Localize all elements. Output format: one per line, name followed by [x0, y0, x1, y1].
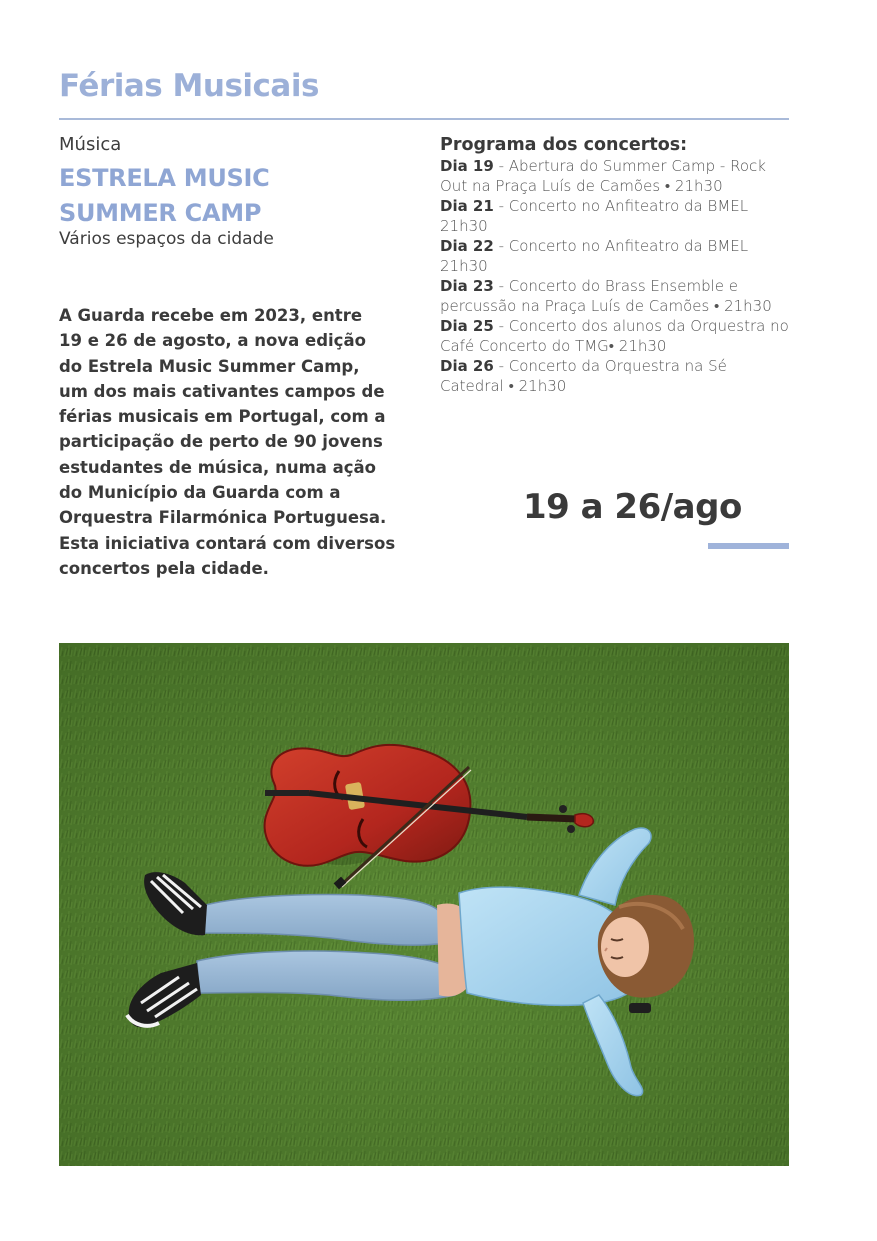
program-item-day: Dia 21: [440, 197, 494, 215]
program-item-text: - Concerto da Orquestra na Sé Catedral • 21h30: [440, 357, 727, 395]
program-item-day: Dia 22: [440, 237, 494, 255]
event-name: [59, 161, 389, 231]
program-item-text: - Abertura do Summer Camp - Rock Out na Praça Luís de Camões • 21h30: [440, 157, 766, 195]
description-line: um dos mais cativantes campos de: [59, 381, 385, 401]
event-name-line: SUMMER CAMP: [59, 199, 262, 227]
description-line: do Estrela Music Summer Camp,: [59, 356, 360, 376]
event-name-line: ESTRELA MUSIC: [59, 164, 270, 192]
event-photo: [59, 643, 789, 1166]
program-item: [440, 156, 790, 196]
description-line: Orquestra Filarmónica Portuguesa.: [59, 508, 387, 528]
program-item: [440, 316, 790, 356]
description-line: Esta iniciativa contará com diversos: [59, 533, 396, 553]
photo-illustration: [59, 643, 789, 1166]
program-item-text: - Concerto dos alunos da Orquestra no Café Concerto do TMG• 21h30: [440, 317, 789, 355]
program-item-day: Dia 19: [440, 157, 494, 175]
program-item-day: Dia 26: [440, 357, 494, 375]
program-item-day: Dia 25: [440, 317, 494, 335]
program-item-text: - Concerto no Anfiteatro da BMEL 21h30: [440, 197, 749, 235]
concert-program: [440, 134, 790, 396]
description-line: participação de perto de 90 jovens: [59, 432, 383, 452]
program-item-text: - Concerto no Anfiteatro da BMEL 21h30: [440, 237, 749, 275]
program-title: Programa dos concertos:: [440, 135, 688, 155]
description-line: do Município da Guarda com a: [59, 483, 341, 503]
description-line: A Guarda recebe em 2023, entre: [59, 306, 363, 325]
event-description: [59, 303, 399, 581]
title-divider: [59, 118, 789, 120]
program-item: [440, 236, 790, 276]
program-item: [440, 356, 790, 396]
section-title: Férias Musicais: [59, 68, 319, 104]
description-line: concertos pela cidade.: [59, 558, 269, 578]
event-category: Música: [59, 134, 122, 155]
date-accent-bar: [708, 543, 789, 549]
event-date-range: 19 a 26/ago: [523, 487, 742, 527]
program-item-day: Dia 23: [440, 277, 494, 295]
program-item: [440, 276, 790, 316]
description-line: 19 e 26 de agosto, a nova edição: [59, 331, 366, 351]
event-venue: Vários espaços da cidade: [59, 229, 274, 249]
description-line: estudantes de música, numa ação: [59, 457, 377, 477]
program-item-text: - Concerto do Brass Ensemble e percussão na Praça Luís de Camões • 21h30: [440, 277, 772, 315]
description-line: férias musicais em Portugal, com a: [59, 407, 386, 427]
program-item: [440, 196, 790, 236]
